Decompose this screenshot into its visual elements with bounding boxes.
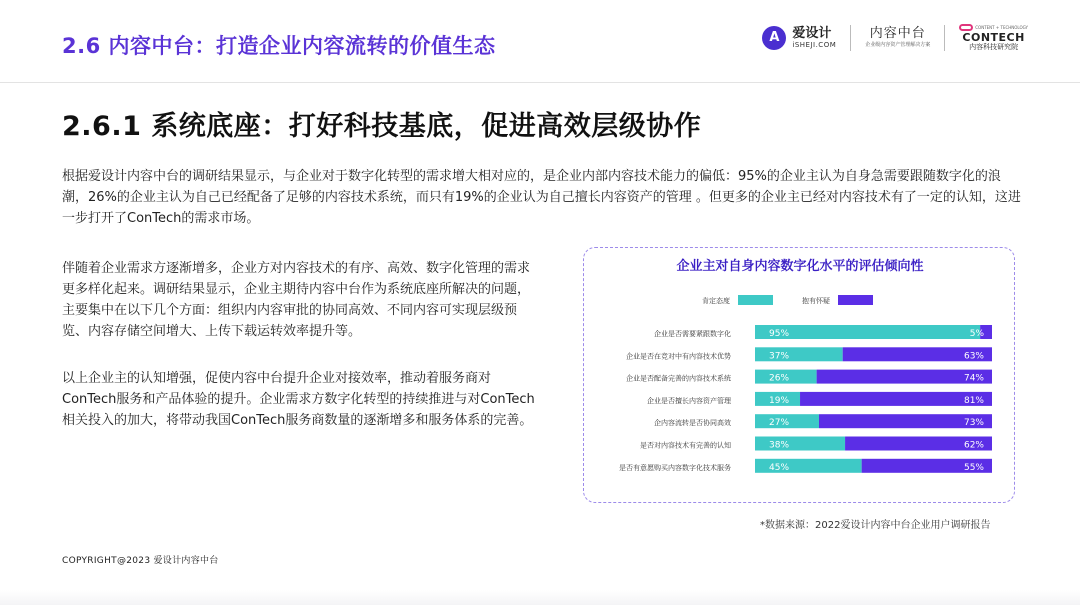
- data-label-0-3: 19%: [769, 395, 790, 406]
- paragraph-outlook: 以上企业主的认知增强，促使内容中台提升企业对接效率，推动着服务商对ConTech服务和产品体验的提升。企业需求方数字化转型的持续推进与对ConTech相关投入的加大，将带动我国ConTech服务商数量的逐渐增多和服务体系的完善。: [62, 371, 535, 428]
- category-label-6: 是否有意愿购买内容数字化技术服务: [619, 463, 731, 472]
- data-label-0-4: 27%: [769, 418, 790, 429]
- contech-logo-en: CONTECH: [962, 31, 1025, 44]
- content-platform-logo: [865, 27, 930, 48]
- bottom-fade: [0, 590, 1080, 605]
- logo-divider: [850, 25, 851, 51]
- contech-logo-tagline: CONTENT + TECHNOLOGY: [975, 24, 1028, 30]
- category-label-5: 是否对内容技术有完善的认知: [640, 441, 731, 450]
- data-label-1-6: 55%: [963, 462, 984, 473]
- category-label-2: 企业是否配备完善的内容技术系统: [626, 374, 731, 383]
- data-label-1-0: 5%: [969, 329, 984, 339]
- data-label-1-4: 73%: [963, 418, 984, 429]
- contech-logo: [959, 24, 1028, 51]
- section-title: 2.6 内容中台：打造企业内容流转的价值生态: [62, 34, 496, 58]
- data-label-1-1: 63%: [963, 351, 984, 362]
- data-label-0-1: 37%: [769, 351, 790, 362]
- contech-mark-icon: [959, 24, 973, 31]
- data-label-0-6: 45%: [769, 462, 790, 473]
- data-label-0-2: 26%: [769, 373, 790, 384]
- contech-logo-cn: 内容科技研究院: [969, 43, 1019, 51]
- category-label-0: 企业是否需要紧跟数字化: [654, 330, 731, 338]
- chart-title: 企业主对自身内容数字化水平的评估倾向性: [676, 259, 924, 274]
- isheji-logo-icon: A: [762, 26, 786, 50]
- content-platform-logo-cn: 内容中台: [869, 26, 926, 41]
- data-label-0-5: 38%: [769, 440, 790, 451]
- logo-group: [762, 24, 1028, 51]
- legend-label-0: 肯定态度: [702, 297, 730, 305]
- copyright: COPYRIGHT@2023 爱设计内容中台: [62, 556, 219, 566]
- chart-container: [583, 247, 1015, 503]
- category-label-4: 企内容流转是否协同高效: [654, 419, 731, 428]
- paragraph-intro: 根据爱设计内容中台的调研结果显示，与企业对于数字化转型的需求增大相对应的，是企业内部内容技术能力的偏低：95%的企业主认为自身急需要跟随数字化的浪潮，26%的企业主认为自己已经配备了足够的内容技术系统，而只有19%的企业认为自己擅长内容资产的管理 。但更多的企业主已经对内容技术有了一定的认知，这进一步打开了ConTech的需求市场。: [62, 169, 1021, 226]
- page-subtitle: 2.6.1 系统底座：打好科技基底，促进高效层级协作: [62, 111, 702, 142]
- legend-swatch-1: [838, 295, 873, 305]
- isheji-logo-cn: 爱设计: [792, 25, 832, 41]
- category-label-3: 企业是否擅长内容资产管理: [647, 396, 731, 405]
- paragraph-demand: 伴随着企业需求方逐渐增多，企业方对内容技术的有序、高效、数字化管理的需求更多样化起来。调研结果显示，企业主期待内容中台作为系统底座所解决的问题，主要集中在以下几个方面：组织内内容审批的协同高效、不同内容可实现层级预览、内容存储空间增大、上传下载运转效率提升等。: [62, 261, 531, 339]
- data-label-1-3: 81%: [963, 395, 984, 406]
- legend-swatch-0: [738, 295, 773, 305]
- logo-divider: [944, 25, 945, 51]
- source-note: *数据来源：2022爱设计内容中台企业用户调研报告: [760, 520, 991, 531]
- category-label-1: 企业是否在竞对中有内容技术优势: [626, 352, 731, 361]
- isheji-logo: [762, 26, 836, 50]
- stacked-bar-chart: [584, 248, 1016, 504]
- data-label-1-2: 74%: [963, 373, 984, 384]
- header-bar: [0, 0, 1080, 83]
- data-label-0-0: 95%: [769, 329, 790, 339]
- legend-label-1: 抱有怀疑: [802, 297, 830, 305]
- data-label-1-5: 62%: [963, 440, 984, 451]
- isheji-logo-en: iSHEJI.COM: [792, 40, 837, 49]
- content-platform-logo-sub: 企业级内容资产管理解决方案: [865, 42, 931, 48]
